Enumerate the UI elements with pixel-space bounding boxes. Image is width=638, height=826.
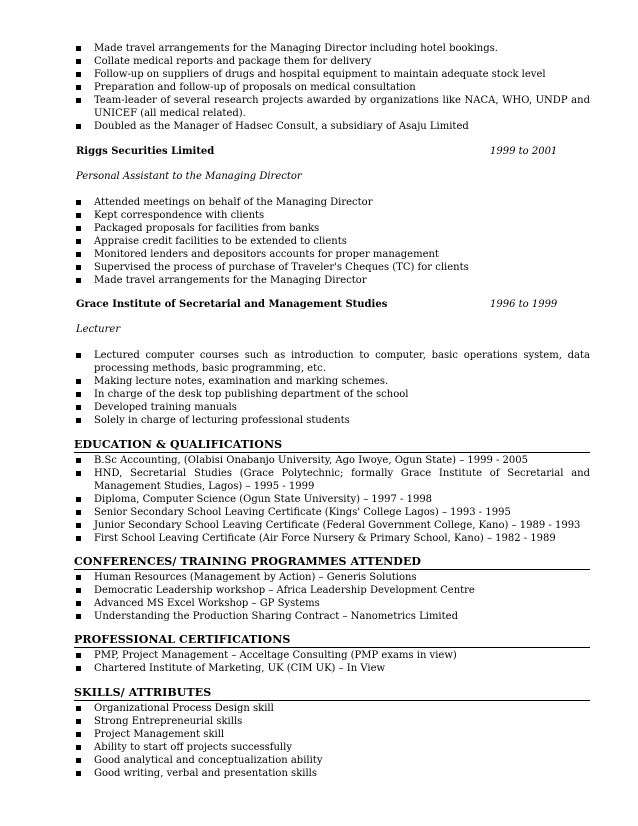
grace-job-bullets [74,349,590,427]
job-role: Personal Assistant to the Managing Director [76,171,302,182]
list-item-text: Attended meetings on behalf of the Managing Director [94,197,373,208]
bullet-icon [76,98,81,103]
list-item [74,454,590,467]
list-item [74,597,590,610]
list-item [74,94,590,120]
section-heading-conferences [74,555,590,570]
list-item [74,532,590,545]
list-item-text: Advanced MS Excel Workshop – GP Systems [94,598,320,609]
bullet-icon [76,59,81,64]
list-item-text: B.Sc Accounting, (Olabisi Onabanjo University, Ago Iwoye, Ogun State) – 1999 - 2005 [94,455,529,466]
list-item-text: Understanding the Production Sharing Contract – Nanometrics Limited [94,611,458,622]
bullet-icon [76,497,81,502]
bullet-icon [76,523,81,528]
bullet-icon [76,758,81,763]
list-item [74,120,590,133]
list-item-text: Developed training manuals [94,402,237,413]
bullet-icon [76,588,81,593]
list-item-text: Chartered Institute of Marketing, UK (CIM UK) – In View [94,663,386,674]
bullet-icon [76,653,81,658]
list-item [74,388,590,401]
list-item [74,767,590,780]
list-item-text: Follow-up on suppliers of drugs and hospital equipment to maintain adequate stock level [94,69,546,80]
list-item [74,519,590,532]
conferences-list [74,571,590,623]
list-item-text: Made travel arrangements for the Managing Director including hotel bookings. [94,43,498,54]
list-item [74,610,590,623]
bullet-icon [76,278,81,283]
list-item [74,662,590,675]
list-item [74,42,590,55]
list-item-text: Ability to start off projects successfully [94,742,292,753]
list-item [74,571,590,584]
bullet-icon [76,72,81,77]
bullet-icon [76,239,81,244]
list-item [74,741,590,754]
list-item-text: Packaged proposals for facilities from banks [94,223,320,234]
prior-job-bullets [74,42,590,133]
list-item-text: PMP, Project Management – Acceltage Consulting (PMP exams in view) [94,650,457,661]
bullet-icon [76,732,81,737]
job-dates: 1999 to 2001 [490,146,558,157]
section-heading-certifications [74,633,590,648]
bullet-icon [76,213,81,218]
bullet-icon [76,706,81,711]
bullet-icon [76,405,81,410]
bullet-icon [76,471,81,476]
list-item-text: In charge of the desk top publishing department of the school [94,389,409,400]
job-dates: 1996 to 1999 [490,299,558,310]
list-item [74,414,590,427]
bullet-icon [76,353,81,358]
bullet-icon [76,200,81,205]
list-item-text: First School Leaving Certificate (Air Force Nursery & Primary School, Kano) – 1982 - 1989 [94,533,556,544]
bullet-icon [76,418,81,423]
list-item-text: Junior Secondary School Leaving Certificate (Federal Government College, Kano) – 1989 - 1993 [94,520,581,531]
list-item [74,261,590,274]
bullet-icon [76,252,81,257]
bullet-icon [76,575,81,580]
bullet-icon [76,666,81,671]
list-item-text: Doubled as the Manager of Hadsec Consult, a subsidiary of Asaju Limited [94,121,469,132]
list-item [74,506,590,519]
list-item [74,702,590,715]
list-item-text: Solely in charge of lecturing professional students [94,415,350,426]
certifications-list [74,649,590,675]
riggs-job-bullets [74,196,590,287]
list-item [74,81,590,94]
section-heading-skills [74,686,590,701]
list-item [74,649,590,662]
bullet-icon [76,719,81,724]
bullet-icon [76,614,81,619]
list-item-text: Monitored lenders and depositors accounts for proper management [94,249,439,260]
section-heading-education [74,438,590,453]
grace-job-header [76,299,590,310]
list-item [74,467,590,493]
list-item [74,401,590,414]
list-item [74,728,590,741]
list-item-text: Lectured computer courses such as introduction to computer, basic operations system, data processing methods, basic programming, etc. [94,350,590,374]
section-title: CONFERENCES/ TRAINING PROGRAMMES ATTENDED [74,555,422,568]
list-item-text: Project Management skill [94,729,225,740]
company-name: Grace Institute of Secretarial and Management Studies [76,299,388,310]
list-item-text: Preparation and follow-up of proposals on medical consultation [94,82,416,93]
bullet-icon [76,536,81,541]
bullet-icon [76,601,81,606]
list-item [74,235,590,248]
bullet-icon [76,458,81,463]
list-item [74,209,590,222]
list-item [74,222,590,235]
list-item [74,68,590,81]
bullet-icon [76,46,81,51]
section-title: EDUCATION & QUALIFICATIONS [74,438,283,451]
bullet-icon [76,265,81,270]
list-item-text: Kept correspondence with clients [94,210,265,221]
list-item-text: Strong Entrepreneurial skills [94,716,243,727]
list-item [74,584,590,597]
list-item [74,754,590,767]
riggs-job-header [76,146,590,157]
bullet-icon [76,392,81,397]
section-title: PROFESSIONAL CERTIFICATIONS [74,633,291,646]
section-title: SKILLS/ ATTRIBUTES [74,686,212,699]
list-item-text: Human Resources (Management by Action) – Generis Solutions [94,572,417,583]
list-item-text: Appraise credit facilities to be extended to clients [94,236,347,247]
bullet-icon [76,85,81,90]
list-item [74,55,590,68]
list-item-text: Made travel arrangements for the Managing Director [94,275,367,286]
skills-list [74,702,590,780]
list-item-text: Diploma, Computer Science (Ogun State University) – 1997 - 1998 [94,494,433,505]
list-item-text: Team-leader of several research projects awarded by organizations like NACA, WHO, UNDP and UNICEF (all medical related). [94,95,590,119]
job-role: Lecturer [76,324,121,335]
list-item-text: Democratic Leadership workshop – Africa Leadership Development Centre [94,585,475,596]
bullet-icon [76,510,81,515]
list-item-text: HND, Secretarial Studies (Grace Polytechnic; formally Grace Institute of Secretarial and Management Studies, Lagos) – 1995 - 1999 [94,468,590,492]
list-item-text: Supervised the process of purchase of Traveler's Cheques (TC) for clients [94,262,469,273]
bullet-icon [76,745,81,750]
list-item-text: Senior Secondary School Leaving Certificate (Kings' College Lagos) – 1993 - 1995 [94,507,511,518]
education-list [74,454,590,545]
list-item [74,196,590,209]
list-item [74,349,590,375]
list-item-text: Organizational Process Design skill [94,703,274,714]
company-name: Riggs Securities Limited [76,146,215,157]
list-item [74,375,590,388]
list-item-text: Making lecture notes, examination and marking schemes. [94,376,389,387]
bullet-icon [76,771,81,776]
list-item [74,715,590,728]
list-item-text: Collate medical reports and package them for delivery [94,56,372,67]
bullet-icon [76,379,81,384]
list-item [74,274,590,287]
list-item-text: Good writing, verbal and presentation skills [94,768,317,779]
list-item [74,493,590,506]
bullet-icon [76,124,81,129]
list-item [74,248,590,261]
bullet-icon [76,226,81,231]
list-item-text: Good analytical and conceptualization ability [94,755,323,766]
